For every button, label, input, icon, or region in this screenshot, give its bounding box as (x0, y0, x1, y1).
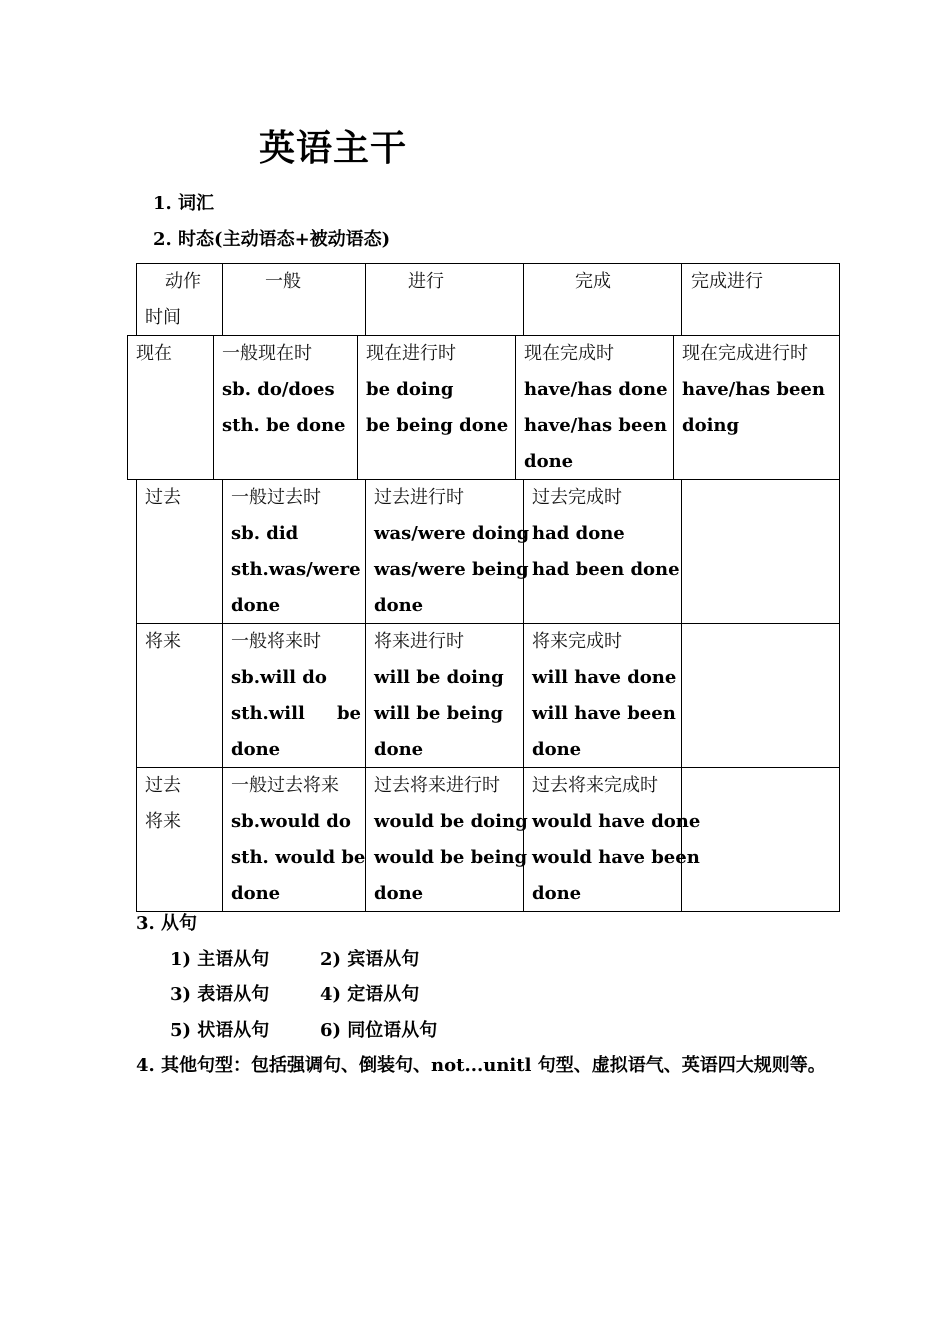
future-perfect-passive: will have been (532, 703, 676, 724)
present-progressive-name: 现在进行时 (366, 343, 456, 364)
future-simple-cell (222, 623, 366, 768)
present-perfect-name: 现在完成时 (524, 343, 614, 364)
future-progressive-name: 将来进行时 (374, 631, 464, 652)
clause-item-appositive: 6) 同位语从句 (320, 1020, 438, 1041)
past-progressive-passive-cont: done (374, 595, 424, 616)
row-future-label (136, 623, 223, 768)
header-progressive-label: 进行 (408, 271, 444, 292)
future-progressive-cell (365, 623, 524, 768)
past-perfect-cell (523, 479, 682, 624)
past-future-perfect-passive: would have been (532, 847, 700, 868)
future-perfect-name: 将来完成时 (532, 631, 622, 652)
section-clauses: 3. 从句 (136, 913, 198, 934)
future-simple-passive-part2: be (336, 703, 361, 724)
past-simple-cell (222, 479, 366, 624)
header-corner-cell (136, 263, 223, 336)
future-perfect-active: will have done (532, 667, 677, 688)
past-perfect-progressive-cell (681, 479, 840, 624)
present-simple-passive: sth. be done (222, 415, 346, 436)
present-perfect-passive-cont: done (524, 451, 574, 472)
row-present-label (127, 335, 214, 480)
header-progressive (365, 263, 524, 336)
present-progressive-active: be doing (366, 379, 454, 400)
future-progressive-active: will be doing (374, 667, 504, 688)
present-perfect-passive: have/has been (524, 415, 667, 436)
present-perfect-active: have/has done (524, 379, 668, 400)
past-perfect-active: had done (532, 523, 625, 544)
present-progressive-passive: be being done (366, 415, 509, 436)
past-future-progressive-cell (365, 767, 528, 912)
present-progressive-cell (357, 335, 516, 480)
clause-item-attributive: 4) 定语从句 (320, 984, 420, 1005)
past-future-progressive-passive: would be being (374, 847, 528, 868)
header-perfect-progressive (681, 263, 840, 336)
section-other-patterns: 4. 其他句型：包括强调句、倒装句、not...unitl 句型、虚拟语气、英语四大规则等。 (136, 1055, 826, 1076)
past-simple-passive: sth.was/were (231, 559, 361, 580)
past-future-perfect-name: 过去将来完成时 (532, 775, 658, 796)
header-corner-line1: 动作 (165, 271, 201, 292)
header-corner-line2: 时间 (145, 307, 181, 328)
future-perfect-passive-cont: done (532, 739, 582, 760)
past-future-perfect-passive-cont: done (532, 883, 582, 904)
header-perfect (523, 263, 682, 336)
past-future-perfect-cell (523, 767, 701, 912)
future-label: 将来 (145, 631, 181, 652)
past-label: 过去 (145, 487, 181, 508)
past-progressive-active: was/were doing (374, 523, 530, 544)
past-future-label-line2: 将来 (145, 811, 181, 832)
present-simple-name: 一般现在时 (222, 343, 312, 364)
present-label: 现在 (136, 343, 172, 364)
future-simple-active: sb.will do (231, 667, 327, 688)
future-simple-passive-cont: done (231, 739, 281, 760)
past-simple-passive-cont: done (231, 595, 281, 616)
future-perfect-cell (523, 623, 682, 768)
past-future-simple-passive-cont: done (231, 883, 281, 904)
clause-item-object: 2) 宾语从句 (320, 949, 420, 970)
past-future-simple-passive: sth. would be (231, 847, 366, 868)
header-perfect-progressive-label: 完成进行 (691, 271, 763, 292)
present-perfect-cell (515, 335, 674, 480)
clause-item-adverbial: 5) 状语从句 (170, 1020, 270, 1041)
present-perfect-progressive-active-cont: doing (682, 415, 740, 436)
present-perfect-progressive-name: 现在完成进行时 (682, 343, 808, 364)
past-future-simple-name: 一般过去将来 (231, 775, 339, 796)
present-simple-active: sb. do/does (222, 379, 335, 400)
past-future-perfect-active: would have done (532, 811, 701, 832)
header-perfect-label: 完成 (575, 271, 611, 292)
past-future-simple-cell (222, 767, 366, 912)
past-simple-active: sb. did (231, 523, 299, 544)
present-perfect-progressive-active: have/has been (682, 379, 825, 400)
past-future-progressive-name: 过去将来进行时 (374, 775, 500, 796)
past-future-label-line1: 过去 (145, 775, 181, 796)
present-simple-cell (213, 335, 358, 480)
future-simple-passive (231, 696, 361, 732)
past-future-progressive-passive-cont: done (374, 883, 424, 904)
past-simple-name: 一般过去时 (231, 487, 321, 508)
section-tenses: 2. 时态(主动语态+被动语态) (153, 229, 391, 250)
past-future-simple-active: sb.would do (231, 811, 351, 832)
header-simple (222, 263, 366, 336)
future-progressive-passive: will be being (374, 703, 504, 724)
past-future-perfect-progressive-cell (681, 767, 840, 912)
document-title: 英语主干 (259, 128, 408, 169)
past-perfect-name: 过去完成时 (532, 487, 622, 508)
past-progressive-passive: was/were being (374, 559, 529, 580)
past-progressive-cell (365, 479, 530, 624)
section-vocabulary: 1. 词汇 (153, 193, 215, 214)
past-perfect-passive: had been done (532, 559, 680, 580)
future-simple-passive-part1: sth.will (231, 703, 305, 724)
future-simple-name: 一般将来时 (231, 631, 321, 652)
past-future-progressive-active: would be doing (374, 811, 528, 832)
row-past-future-label (136, 767, 223, 912)
past-progressive-name: 过去进行时 (374, 487, 464, 508)
row-past-label (136, 479, 223, 624)
present-perfect-progressive-cell (673, 335, 840, 480)
header-simple-label: 一般 (265, 271, 301, 292)
future-progressive-passive-cont: done (374, 739, 424, 760)
clause-item-predicative: 3) 表语从句 (170, 984, 270, 1005)
future-perfect-progressive-cell (681, 623, 840, 768)
clause-item-subject: 1) 主语从句 (170, 949, 270, 970)
